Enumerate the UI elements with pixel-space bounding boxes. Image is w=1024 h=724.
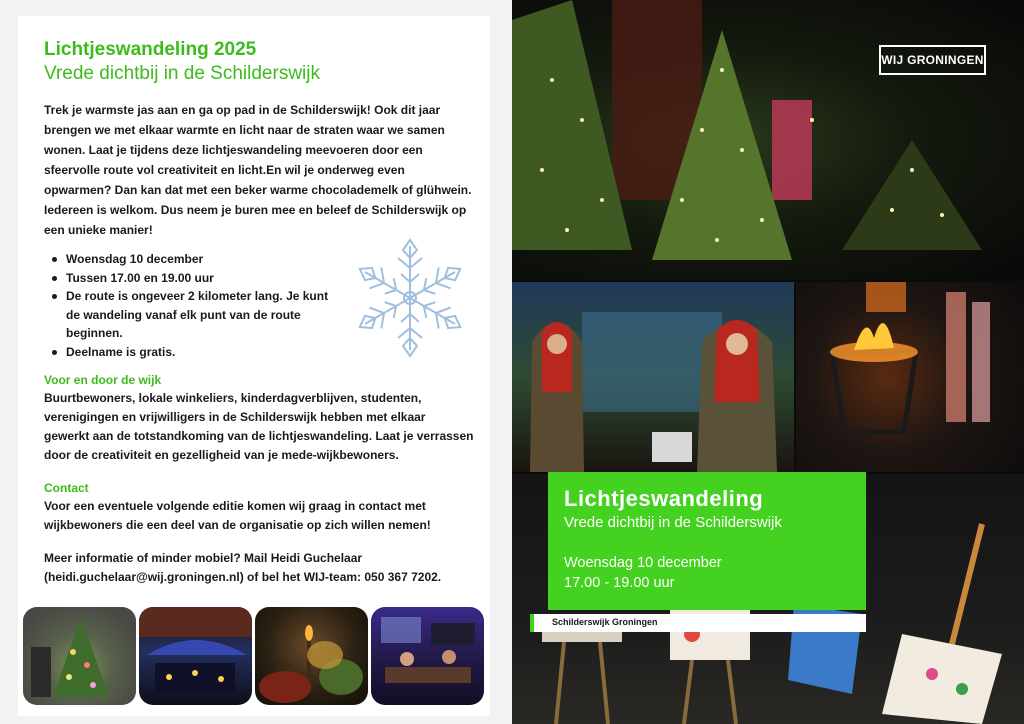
nativity-illustration bbox=[512, 282, 794, 472]
list-item: Deelname is gratis. bbox=[50, 343, 340, 362]
intro-text-1: Trek je warmste jas aan en ga op pad in de Schilderswijk! Ook dit jaar brengen we met elkaar bbox=[44, 103, 441, 137]
list-item: Tussen 17.00 en 19.00 uur bbox=[50, 269, 340, 288]
section-body-wijk: Buurtbewoners, lokale winkeliers, kinderdagverblijven, studenten, verenigingen en vrijwilligers in de Schilderswijk hebben met elkaar gewerkt aan de totstandkoming van de lichtjeswandeling. Laat je verrassen door de creativiteit en gezelligheid van je mede-wijkbewoners. bbox=[44, 391, 474, 462]
tree-icon bbox=[23, 607, 136, 705]
intro-bold-warmte: warmte en licht bbox=[176, 123, 265, 137]
wij-groningen-logo: WIJ GRONINGEN bbox=[879, 45, 986, 75]
intro-text-2: naar de straten waar we samen wonen. Laat je tijdens deze lichtjeswandeling meevoeren door een sfeervolle route vol bbox=[44, 123, 445, 177]
photo-garden-light bbox=[255, 607, 368, 705]
photo-fire-basket bbox=[796, 282, 1024, 472]
intro-bold-creativiteit: creativiteit bbox=[157, 163, 218, 177]
fire-illustration bbox=[796, 282, 1024, 472]
page-title: Lichtjeswandeling 2025 bbox=[44, 39, 257, 60]
box-subtitle: Vrede dichtbij in de Schilderswijk bbox=[564, 514, 782, 531]
contact-info: Meer informatie of minder mobiel? Mail Heidi Guchelaar (heidi.guchelaar@wij.groningen.nl) of bel het WIJ-team: 050 367 7202. bbox=[44, 551, 442, 584]
intro-paragraph bbox=[44, 100, 474, 240]
photo-lit-trees bbox=[512, 0, 1024, 280]
box-time: 17.00 - 19.00 uur bbox=[564, 575, 675, 591]
box-title: Lichtjeswandeling bbox=[564, 486, 764, 511]
room-icon bbox=[371, 607, 484, 705]
candle-icon bbox=[255, 607, 368, 705]
intro-text-3: en licht.En wil je onderweg even bbox=[217, 163, 405, 177]
list-item: De route is ongeveer 2 kilometer lang. Je kunt de wandeling vanaf elk punt van de route beginnen. bbox=[50, 287, 340, 343]
snowflake-icon bbox=[350, 238, 470, 358]
page-subtitle: Vrede dichtbij in de Schilderswijk bbox=[44, 63, 320, 84]
section-body-contact: Voor een eventuele volgende editie komen wij graag in contact met wijkbewoners die een deel van de organisatie op zich willen nemen! bbox=[44, 499, 431, 532]
location-label: Schilderswijk Groningen bbox=[552, 617, 658, 627]
lit-trees-illustration bbox=[512, 0, 1024, 280]
photo-strip bbox=[23, 607, 485, 707]
list-item: Woensdag 10 december bbox=[50, 250, 340, 269]
photo-market-stall bbox=[139, 607, 252, 705]
photo-christmas-tree-indoor bbox=[23, 607, 136, 705]
location-strip bbox=[530, 614, 866, 632]
intro-text-4: Dan kan dat met een beker warme chocolademelk of glühwein. Iedereen is welkom. Dus neem je buren mee en beleef de Schilderswijk op een unieke manier! bbox=[44, 183, 472, 237]
box-date: Woensdag 10 december bbox=[564, 555, 722, 571]
flyer-left-page bbox=[18, 16, 490, 716]
photo-nativity-scene bbox=[512, 282, 794, 472]
photo-indoor-activity bbox=[371, 607, 484, 705]
section-heading-wijk: Voor en door de wijk bbox=[44, 373, 162, 387]
stall-icon bbox=[139, 607, 252, 705]
section-heading-contact: Contact bbox=[44, 481, 89, 495]
event-info-box bbox=[548, 472, 866, 610]
intro-bold-opwarmen: opwarmen? bbox=[44, 183, 112, 197]
flyer-right-page bbox=[512, 0, 1024, 724]
event-details-list bbox=[50, 250, 340, 361]
